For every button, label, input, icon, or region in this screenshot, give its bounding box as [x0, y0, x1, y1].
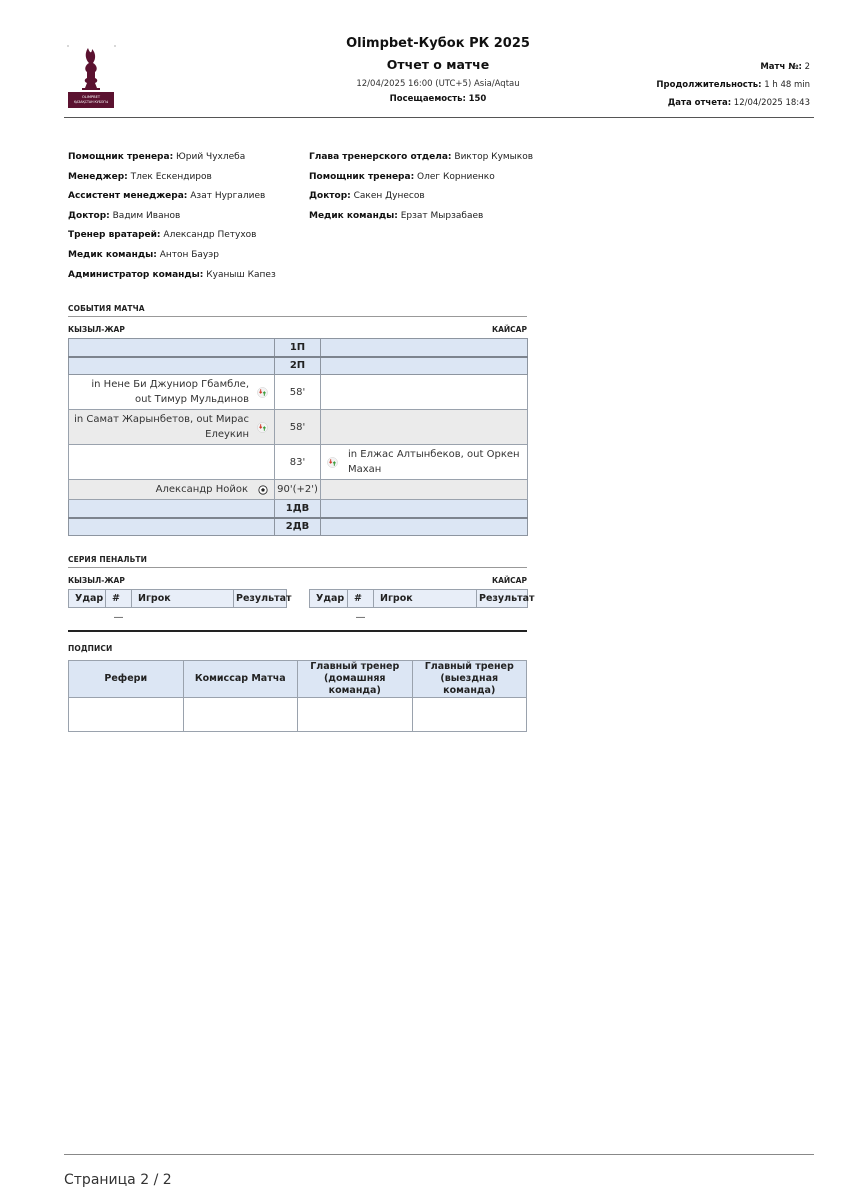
staff-name: Олег Корниенко — [417, 171, 495, 182]
staff-row — [309, 152, 533, 163]
period-label: 1ДВ — [275, 500, 321, 518]
staff-role: Менеджер: — [68, 171, 128, 182]
staff-name: Антон Бауэр — [159, 249, 219, 260]
events-home-team: КЫЗЫЛ-ЖАР — [68, 325, 125, 334]
match-datetime: 12/04/2025 16:00 (UTC+5) Asia/Aqtau — [356, 79, 520, 89]
penalty-col-number: # — [348, 590, 374, 608]
period-label: 1П — [275, 339, 321, 357]
staff-role: Доктор: — [309, 191, 351, 202]
signature-col-home-coach: Главный тренер (домашняя команда) — [298, 661, 413, 698]
event-home-cell — [69, 445, 275, 480]
signature-col-commissioner: Комиссар Матча — [183, 661, 298, 698]
signature-field-home-coach[interactable] — [298, 698, 413, 732]
staff-row — [68, 250, 276, 261]
staff-row — [309, 172, 533, 183]
match-number — [656, 62, 810, 73]
signatures-header-row — [69, 661, 527, 698]
period-label: 2ДВ — [275, 518, 321, 536]
penalty-col-result: Результат — [477, 590, 528, 608]
match-number-label: Матч №: — [760, 62, 802, 72]
staff-role: Ассистент менеджера: — [68, 191, 188, 202]
period-home-cell — [69, 500, 275, 518]
event-home-cell — [69, 375, 275, 410]
report-date-value: 12/04/2025 18:43 — [733, 98, 810, 108]
period-away-cell — [321, 357, 528, 375]
period-row-extra-time-2 — [69, 518, 528, 536]
staff-row — [309, 191, 533, 202]
penalty-col-player: Игрок — [374, 590, 477, 608]
penalty-header-row — [69, 590, 287, 608]
penalty-col-kick: Удар — [310, 590, 348, 608]
page-number: Страница 2 / 2 — [64, 1172, 172, 1188]
goal-ball-icon — [258, 485, 268, 495]
period-row-second-half — [69, 357, 528, 375]
signatures-section-title: ПОДПИСИ — [68, 644, 113, 653]
substitution-icon — [257, 387, 268, 398]
olimpbet-cup-logo — [66, 44, 116, 110]
home-penalty-table — [68, 589, 292, 627]
match-meta — [656, 62, 810, 116]
period-home-cell — [69, 339, 275, 357]
staff-row — [68, 172, 276, 183]
staff-row — [68, 270, 276, 281]
staff-name: Ерзат Мырзабаев — [400, 210, 484, 221]
logo-line-2: ҚАЗАҚСТАН КУБОГЫ — [73, 100, 109, 104]
period-away-cell — [321, 339, 528, 357]
staff-name: Вадим Иванов — [112, 210, 181, 221]
penalty-col-kick: Удар — [69, 590, 106, 608]
staff-role: Доктор: — [68, 210, 110, 221]
away-penalty-table — [309, 589, 535, 627]
substitution-icon — [257, 422, 268, 433]
footer-divider — [64, 1154, 814, 1155]
signatures-table — [68, 660, 527, 732]
penalty-header-row — [310, 590, 528, 608]
period-row-extra-time-1 — [69, 500, 528, 518]
event-description: in Нене Би Джуниор Гбамбле, out Тимур Мульдинов — [91, 379, 249, 405]
events-section-title: СОБЫТИЯ МАТЧА — [68, 304, 527, 317]
signatures-blank-row — [69, 698, 527, 732]
staff-row — [68, 152, 276, 163]
period-row-first-half — [69, 339, 528, 357]
event-row — [69, 480, 528, 500]
match-events-table — [68, 338, 528, 536]
staff-role: Медик команды: — [68, 249, 157, 260]
event-minute: 58' — [275, 375, 321, 410]
period-away-cell — [321, 500, 528, 518]
penalty-empty-value: — — [355, 611, 366, 623]
period-home-cell — [69, 518, 275, 536]
event-description: Александр Нойок — [155, 484, 248, 495]
event-home-cell — [69, 410, 275, 445]
penalty-col-number: # — [106, 590, 132, 608]
report-date-label: Дата отчета: — [667, 98, 732, 108]
duration-label: Продолжительность: — [656, 80, 762, 90]
staff-row — [68, 230, 276, 241]
event-minute: 90'(+2') — [275, 480, 321, 500]
penalty-col-result: Результат — [234, 590, 287, 608]
header-divider — [64, 117, 814, 118]
staff-role: Помощник тренера: — [309, 171, 415, 182]
event-away-cell — [321, 480, 528, 500]
competition-title: Olimpbet-Кубок РК 2025 — [346, 36, 530, 51]
staff-row — [68, 191, 276, 202]
staff-name: Виктор Кумыков — [454, 152, 534, 162]
signature-field-away-coach[interactable] — [412, 698, 527, 732]
event-description: in Самат Жарынбетов, out Мирас Елеукин — [74, 414, 249, 440]
report-date — [656, 98, 810, 109]
staff-name: Александр Петухов — [163, 230, 257, 241]
penalties-home-team: КЫЗЫЛ-ЖАР — [68, 576, 125, 585]
staff-name: Юрий Чухлеба — [176, 152, 246, 162]
event-home-cell — [69, 480, 275, 500]
events-away-team: КАЙСАР — [491, 325, 527, 334]
match-duration — [656, 80, 810, 91]
event-minute: 83' — [275, 445, 321, 480]
penalty-empty-value: — — [113, 611, 124, 623]
penalties-section-title: СЕРИЯ ПЕНАЛЬТИ — [68, 555, 527, 568]
match-number-value: 2 — [804, 62, 810, 72]
signature-field-commissioner[interactable] — [183, 698, 298, 732]
staff-name: Тлек Ескендиров — [130, 171, 212, 182]
penalties-away-team: КАЙСАР — [491, 576, 527, 585]
event-description: in Елжас Алтынбеков, out Оркен Махан — [348, 449, 520, 475]
staff-role: Помощник тренера: — [68, 152, 174, 162]
event-minute: 58' — [275, 410, 321, 445]
staff-role: Медик команды: — [309, 210, 398, 221]
signature-field-referee[interactable] — [69, 698, 184, 732]
event-row — [69, 375, 528, 410]
penalties-divider — [68, 630, 527, 632]
event-away-cell — [321, 375, 528, 410]
penalty-empty-row — [69, 608, 287, 627]
signature-col-away-coach: Главный тренер (выездная команда) — [412, 661, 527, 698]
signature-col-referee: Рефери — [69, 661, 184, 698]
staff-row — [309, 211, 533, 222]
penalty-empty-row — [310, 608, 528, 627]
attendance — [288, 94, 588, 105]
event-away-cell — [321, 410, 528, 445]
event-row — [69, 410, 528, 445]
staff-role: Тренер вратарей: — [68, 230, 161, 241]
event-away-cell — [321, 445, 528, 480]
home-staff-list — [68, 152, 276, 289]
attendance-label: Посещаемость: — [389, 94, 466, 104]
period-home-cell — [69, 357, 275, 375]
report-header — [288, 36, 588, 105]
period-label: 2П — [275, 357, 321, 375]
period-away-cell — [321, 518, 528, 536]
substitution-icon — [327, 457, 338, 468]
report-title: Отчет о матче — [386, 57, 490, 72]
staff-name: Сакен Дунесов — [353, 191, 425, 202]
duration-value: 1 h 48 min — [764, 80, 810, 90]
staff-role: Глава тренерского отдела: — [309, 152, 452, 162]
away-staff-list — [309, 152, 533, 230]
event-row — [69, 445, 528, 480]
staff-role: Администратор команды: — [68, 269, 204, 280]
staff-row — [68, 211, 276, 222]
staff-name: Азат Нургалиев — [190, 191, 266, 202]
staff-name: Куаныш Капез — [206, 269, 276, 280]
penalty-col-player: Игрок — [132, 590, 234, 608]
logo-line-1: OLIMPBET — [81, 95, 101, 99]
attendance-value: 150 — [468, 94, 487, 104]
